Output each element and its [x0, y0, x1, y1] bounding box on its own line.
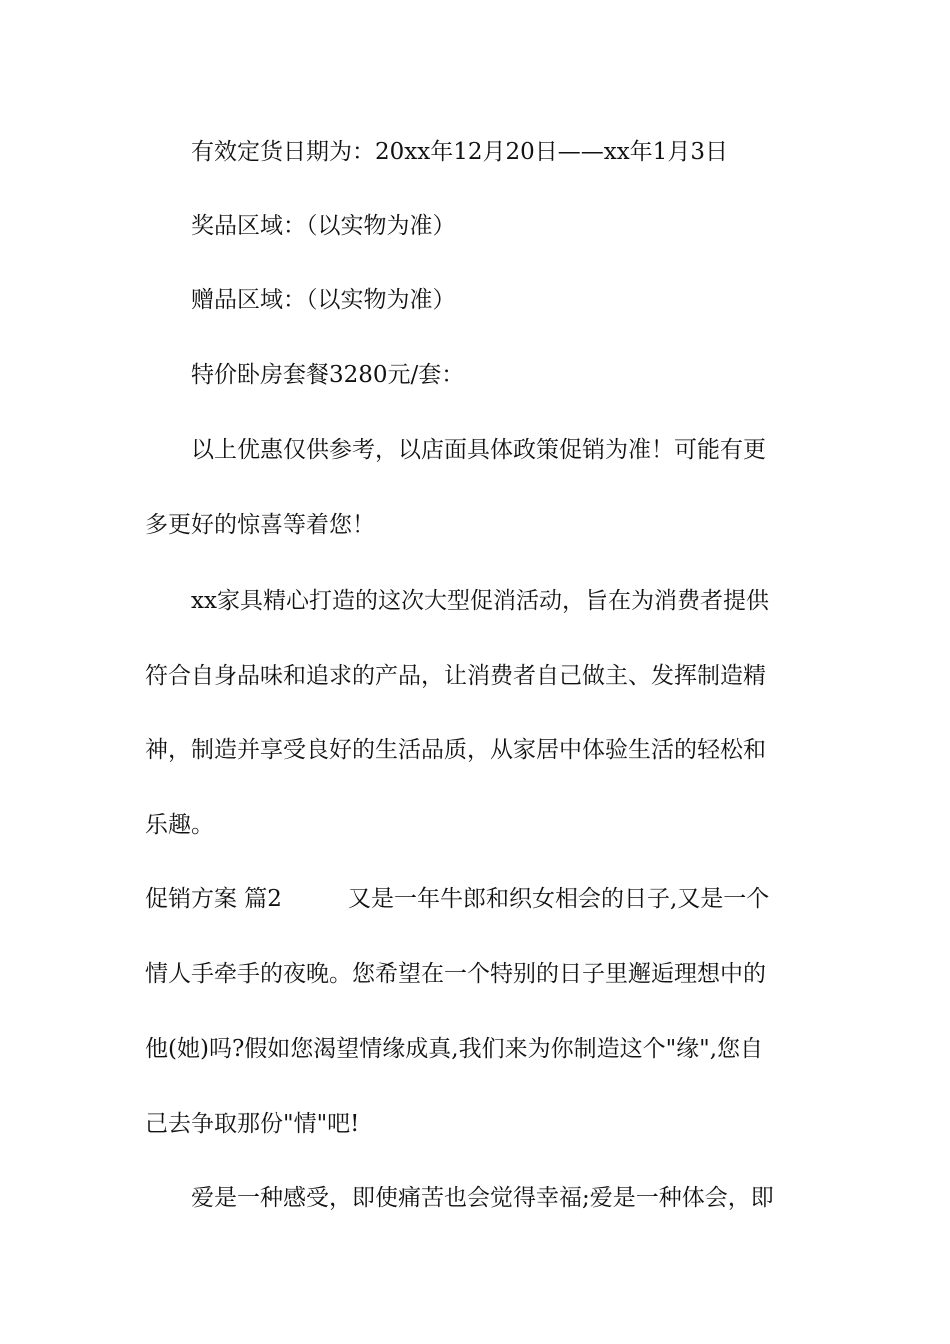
text-line-bedroom-package: 特价卧房套餐3280元/套： — [191, 362, 465, 388]
text-line-gift-area: 赠品区域：（以实物为准） — [191, 287, 456, 313]
text-line-intro-4: 己去争取那份"情"吧! — [145, 1111, 360, 1137]
section-heading-line — [145, 884, 815, 914]
section-heading: 促销方案 篇2 — [145, 886, 282, 912]
text-line-prize-area: 奖品区域：（以实物为准） — [191, 213, 456, 239]
text-line-campaign-3: 神，制造并享受良好的生活品质，从家居中体验生活的轻松和 — [145, 737, 766, 763]
text-line-love-1: 爱是一种感受，即使痛苦也会觉得幸福;爱是一种体会，即 — [191, 1185, 774, 1211]
text-line-intro-3: 他(她)吗?假如您渴望情缘成真,我们来为你制造这个"缘",您自 — [145, 1036, 764, 1062]
text-line-offer-note-2: 多更好的惊喜等着您！ — [145, 512, 375, 538]
text-line-order-date: 有效定货日期为：20xx年12月20日——xx年1月3日 — [191, 139, 728, 165]
text-line-offer-note-1: 以上优惠仅供参考，以店面具体政策促销为准！可能有更 — [191, 437, 766, 463]
text-line-campaign-2: 符合自身品味和追求的产品，让消费者自己做主、发挥制造精 — [145, 663, 766, 689]
text-line-campaign-4: 乐趣。 — [145, 812, 214, 838]
text-line-intro-2: 情人手牵手的夜晚。您希望在一个特别的日子里邂逅理想中的 — [145, 961, 766, 987]
text-line-campaign-1: xx家具精心打造的这次大型促消活动，旨在为消费者提供 — [191, 588, 769, 614]
text-line-intro-1: 又是一年牛郎和织女相会的日子,又是一个 — [348, 886, 770, 912]
